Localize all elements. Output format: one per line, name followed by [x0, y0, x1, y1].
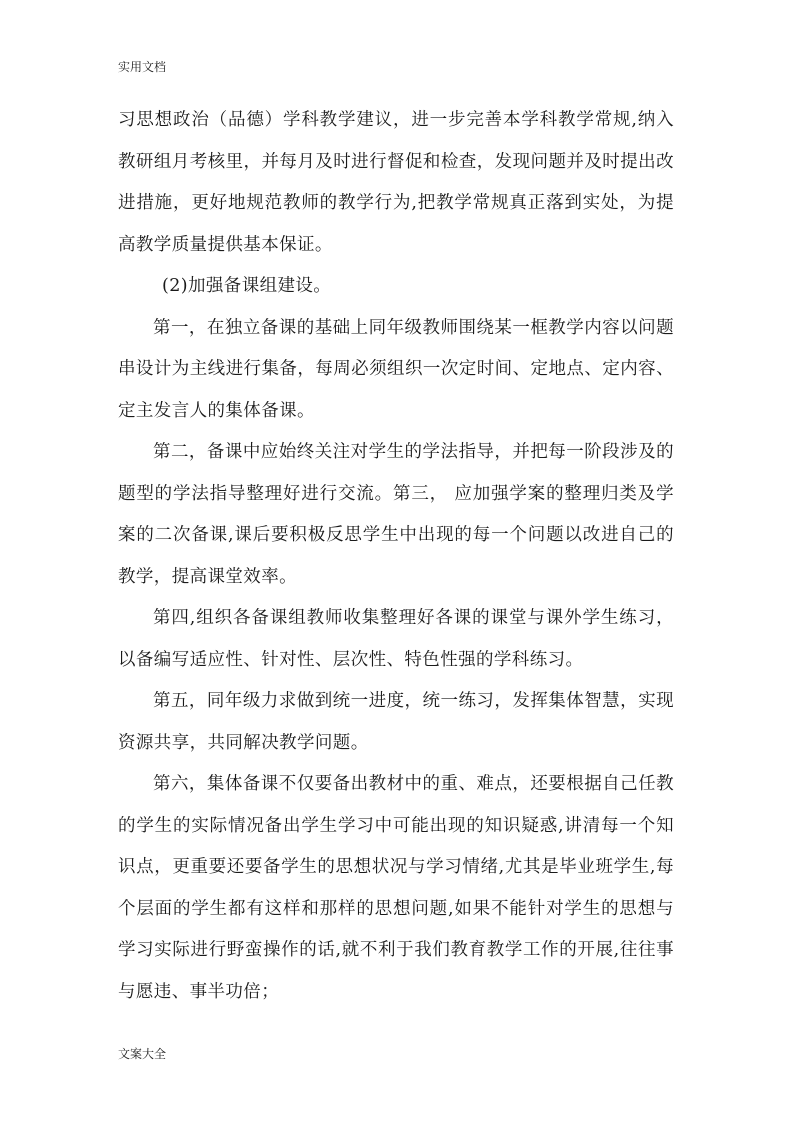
document-body [118, 100, 674, 1013]
paragraph-continuation: 习思想政治（品德）学科教学建议，进一步完善本学科教学常规,纳入教研组月考核里，并每月及时进行督促和检查，发现问题并及时提出改进措施，更好地规范教师的教学行为,把教学常规真正落到实处，为提高教学质量提供基本保证。 [118, 110, 674, 255]
page-header-label: 实用文档 [118, 60, 167, 74]
paragraph-subheading: (2)加强备课组建设。 [162, 276, 332, 296]
paragraph-item-6: 第六，集体备课不仅要备出教材中的重、难点，还要根据自己任教的学生的实际情况备出学生学习中可能出现的知识疑惑,讲清每一个知识点，更重要还要备学生的思想状况与学习情绪,尤其是毕业班学生,每个层面的学生都有这样和那样的思想问题,如果不能针对学生的思想与学习实际进行野蛮操作的话,就不利于我们教育教学工作的开展,往往事与愿违、事半功倍； [118, 774, 674, 1002]
paragraph-item-2-3: 第二，备课中应始终关注对学生的学法指导，并把每一阶段涉及的题型的学法指导整理好进行交流。第三， 应加强学案的整理归类及学案的二次备课,课后要积极反思学生中出现的每一个问题以改进自己的教学，提高课堂效率。 [118, 442, 674, 587]
paragraph-item-1: 第一，在独立备课的基础上同年级教师围绕某一框教学内容以问题串设计为主线进行集备，每周必须组织一次定时间、定地点、定内容、定主发言人的集体备课。 [118, 317, 674, 421]
paragraph-item-4: 第四,组织各备课组教师收集整理好各课的课堂与课外学生练习，以备编写适应性、针对性、层次性、特色性强的学科练习。 [118, 608, 674, 670]
page-footer-label: 文案大全 [118, 1047, 167, 1061]
paragraph-item-5: 第五，同年级力求做到统一进度，统一练习，发挥集体智慧，实现资源共享，共同解决教学问题。 [118, 691, 674, 753]
